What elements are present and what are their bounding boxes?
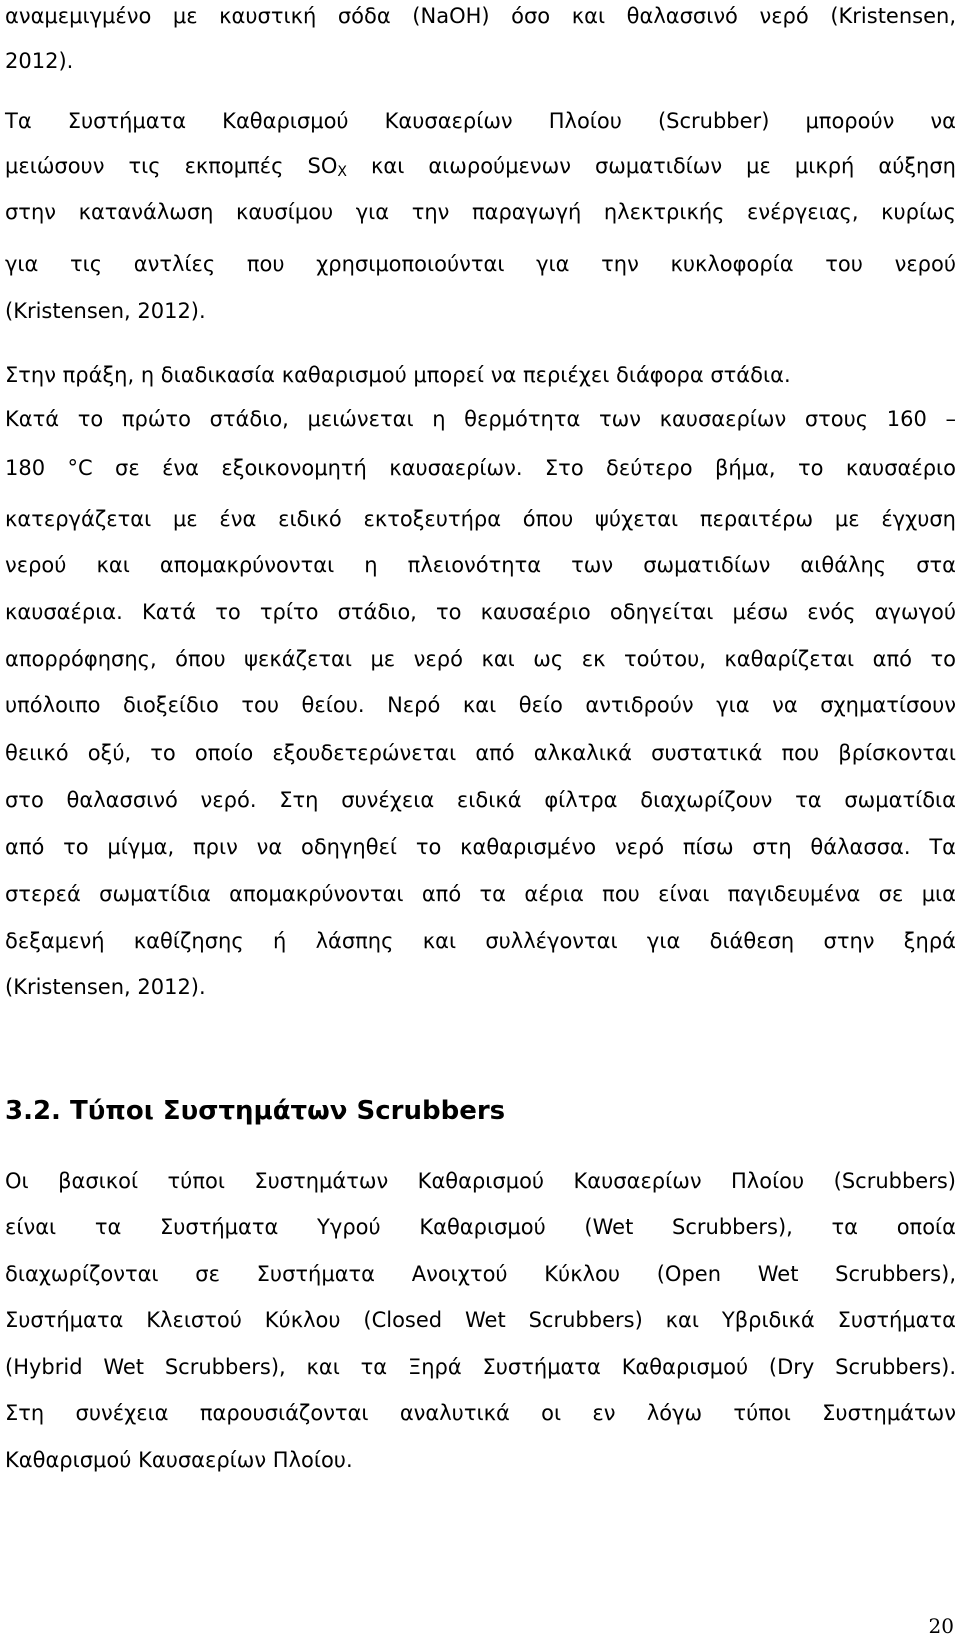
- paragraph-line: αναμεμιγμένο με καυστική σόδα (NaOH) όσο και θαλασσινό νερό (Kristensen,: [5, 4, 956, 28]
- paragraph-line: δεξαμενή καθίζησης ή λάσπης και συλλέγονται για διάθεση στην ξηρά: [5, 929, 956, 953]
- paragraph-line: Στη συνέχεια παρουσιάζονται αναλυτικά οι εν λόγω τύποι Συστημάτων: [5, 1401, 956, 1425]
- paragraph-line: καυσαέρια. Κατά το τρίτο στάδιο, το καυσαέριο οδηγείται μέσω ενός αγωγού: [5, 600, 956, 624]
- paragraph-line: από το μίγμα, πριν να οδηγηθεί το καθαρισμένο νερό πίσω στη θάλασσα. Τα: [5, 835, 956, 859]
- paragraph-line: (Kristensen, 2012).: [5, 975, 206, 999]
- paragraph-line: νερού και απομακρύνονται η πλειονότητα των σωματιδίων αιθάλης στα: [5, 553, 956, 577]
- paragraph-line: υπόλοιπο διοξείδιο του θείου. Νερό και θείο αντιδρούν για να σχηματίσουν: [5, 693, 956, 717]
- paragraph-line: Τα Συστήματα Καθαρισμού Καυσαερίων Πλοίου (Scrubber) μπορούν να: [5, 109, 956, 133]
- paragraph-line: 2012).: [5, 49, 74, 73]
- section-heading: 3.2. Τύποι Συστημάτων Scrubbers: [5, 1096, 506, 1126]
- paragraph-line: διαχωρίζονται σε Συστήματα Ανοιχτού Κύκλου (Open Wet Scrubbers),: [5, 1262, 956, 1286]
- paragraph-line: (Hybrid Wet Scrubbers), και τα Ξηρά Συστήματα Καθαρισμού (Dry Scrubbers).: [5, 1355, 956, 1379]
- paragraph-line: στερεά σωματίδια απομακρύνονται από τα αέρια που είναι παγιδευμένα σε μια: [5, 882, 956, 906]
- paragraph-line: Στην πράξη, η διαδικασία καθαρισμού μπορεί να περιέχει διάφορα στάδια.: [5, 363, 791, 387]
- paragraph-line: κατεργάζεται με ένα ειδικό εκτοξευτήρα όπου ψύχεται περαιτέρω με έγχυση: [5, 507, 956, 531]
- paragraph-line: είναι τα Συστήματα Υγρού Καθαρισμού (Wet Scrubbers), τα οποία: [5, 1215, 956, 1239]
- paragraph-line: στην κατανάλωση καυσίμου για την παραγωγή ηλεκτρικής ενέργειας, κυρίως: [5, 200, 956, 224]
- paragraph-line: (Kristensen, 2012).: [5, 299, 206, 323]
- paragraph-line: Συστήματα Κλειστού Κύκλου (Closed Wet Scrubbers) και Υβριδικά Συστήματα: [5, 1308, 956, 1332]
- paragraph-line: Κατά το πρώτο στάδιο, μειώνεται η θερμότητα των καυσαερίων στους 160 –: [5, 407, 956, 431]
- paragraph-line: για τις αντλίες που χρησιμοποιούνται για την κυκλοφορία του νερού: [5, 252, 956, 276]
- paragraph-line: απορρόφησης, όπου ψεκάζεται με νερό και ως εκ τούτου, καθαρίζεται από το: [5, 647, 956, 671]
- subscript-x: X: [337, 164, 347, 180]
- paragraph-line: θειικό οξύ, το οποίο εξουδετερώνεται από αλκαλικά συστατικά που βρίσκονται: [5, 741, 956, 765]
- paragraph-line: 180 °C σε ένα εξοικονομητή καυσαερίων. Στο δεύτερο βήμα, το καυσαέριο: [5, 456, 956, 480]
- paragraph-line: μειώσουν τις εκπομπές $SO_X$ και αιωρούμενων σωματιδίων με μικρή αύξηση: [5, 154, 956, 180]
- page-number: 20: [928, 1614, 954, 1638]
- paragraph-line: στο θαλασσινό νερό. Στη συνέχεια ειδικά φίλτρα διαχωρίζουν τα σωματίδια: [5, 788, 956, 812]
- paragraph-line: Καθαρισμού Καυσαερίων Πλοίου.: [5, 1448, 353, 1472]
- paragraph-line: Οι βασικοί τύποι Συστημάτων Καθαρισμού Καυσαερίων Πλοίου (Scrubbers): [5, 1169, 956, 1193]
